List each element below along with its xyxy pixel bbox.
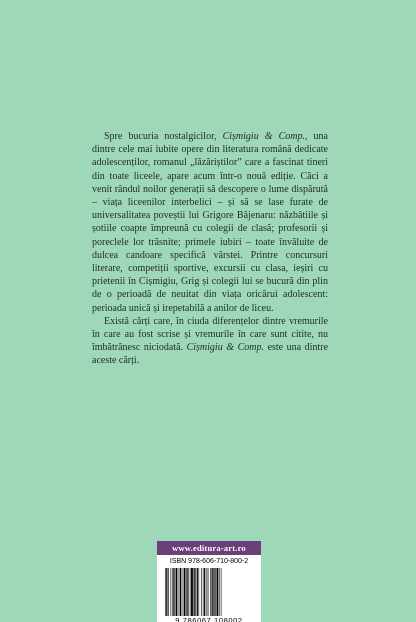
barcode-bar [219, 568, 220, 616]
barcode-bar [221, 568, 222, 616]
barcode-bar [195, 568, 196, 616]
barcode-bar [194, 568, 195, 616]
barcode-bar [215, 568, 216, 616]
barcode-bar [203, 568, 204, 616]
book-title-italic-2: Cișmigiu & Comp. [186, 342, 265, 354]
publisher-barcode-block [157, 541, 261, 622]
barcode-bar [207, 568, 208, 616]
isbn-barcode [157, 555, 261, 622]
barcode-bar [198, 568, 199, 616]
barcode-bars [165, 568, 253, 616]
barcode-bar [165, 568, 166, 616]
barcode-bar [176, 568, 178, 616]
barcode-bar [212, 568, 213, 616]
barcode-bar [201, 568, 202, 616]
barcode-bar [182, 568, 183, 616]
blurb-paragraph-1 [92, 130, 328, 315]
blurb-p1-text-a: Spre bucuria nostalgicilor, [104, 131, 223, 142]
barcode-bar [208, 568, 209, 616]
isbn-text: ISBN 978-606-710-800-2 [169, 558, 249, 565]
blurb-p1-text-b: , una dintre cele mai iubite opere din literatura română dedicate adolescenților, romanul „lăzăriștilor” care a fascinat tineri din toate liceele, apare acum într-o nouă ediție. Căci a venit rândul noilor generații să descopere o lume dispărută – viața liceenilor interbelici – și să se lase furate de universalitatea poveștii lui Grigore Băjenaru: năzbâtiile și șotiile coapte împreună cu colegii de clasă; profesorii și poreclele lor trăsnite; primele iubiri – toate învăluite de dulcea candoare specifică vârstei. Printre concursuri literare, competiții sportive, excursii cu clasa, ieșiri cu prietenii în Cișmigiu, Grig și colegii lui se bucură din plin de o perioadă de neuitat din viața oricărui adolescent: perioada unică și irepetabilă a anilor de liceu. [92, 131, 328, 314]
barcode-bar [197, 568, 198, 616]
barcode-bar [171, 568, 172, 616]
barcode-bar [186, 568, 187, 616]
barcode-bar [166, 568, 167, 616]
publisher-website: www.editura-art.ro [157, 541, 261, 555]
barcode-bar [180, 568, 181, 616]
barcode-bar [184, 568, 186, 616]
blurb-paragraph-2 [92, 315, 328, 368]
barcode-bar [190, 568, 191, 616]
barcode-bar [174, 568, 175, 616]
barcode-bar [210, 568, 211, 616]
blurb-p2-text-b: este una dintre aceste cărți. [92, 342, 329, 367]
book-title-italic: Cișmigiu & Comp. [222, 131, 305, 142]
blurb-p2-text-a: Există cărți care, în ciuda diferențelor dintre vremurile în care au fost scrise și vremurile în care sunt citite, nu îmbătrânesc niciodată. [92, 315, 328, 354]
barcode-bar [187, 568, 188, 616]
barcode-bar [204, 568, 205, 616]
barcode-bar [191, 568, 193, 616]
barcode-bar [216, 568, 218, 616]
back-cover-blurb [92, 130, 328, 368]
barcode-digits: 9 786067 108002 [175, 616, 243, 622]
barcode-bar [168, 568, 169, 616]
barcode-bar [213, 568, 214, 616]
barcode-bar [179, 568, 180, 616]
barcode-bar [172, 568, 173, 616]
